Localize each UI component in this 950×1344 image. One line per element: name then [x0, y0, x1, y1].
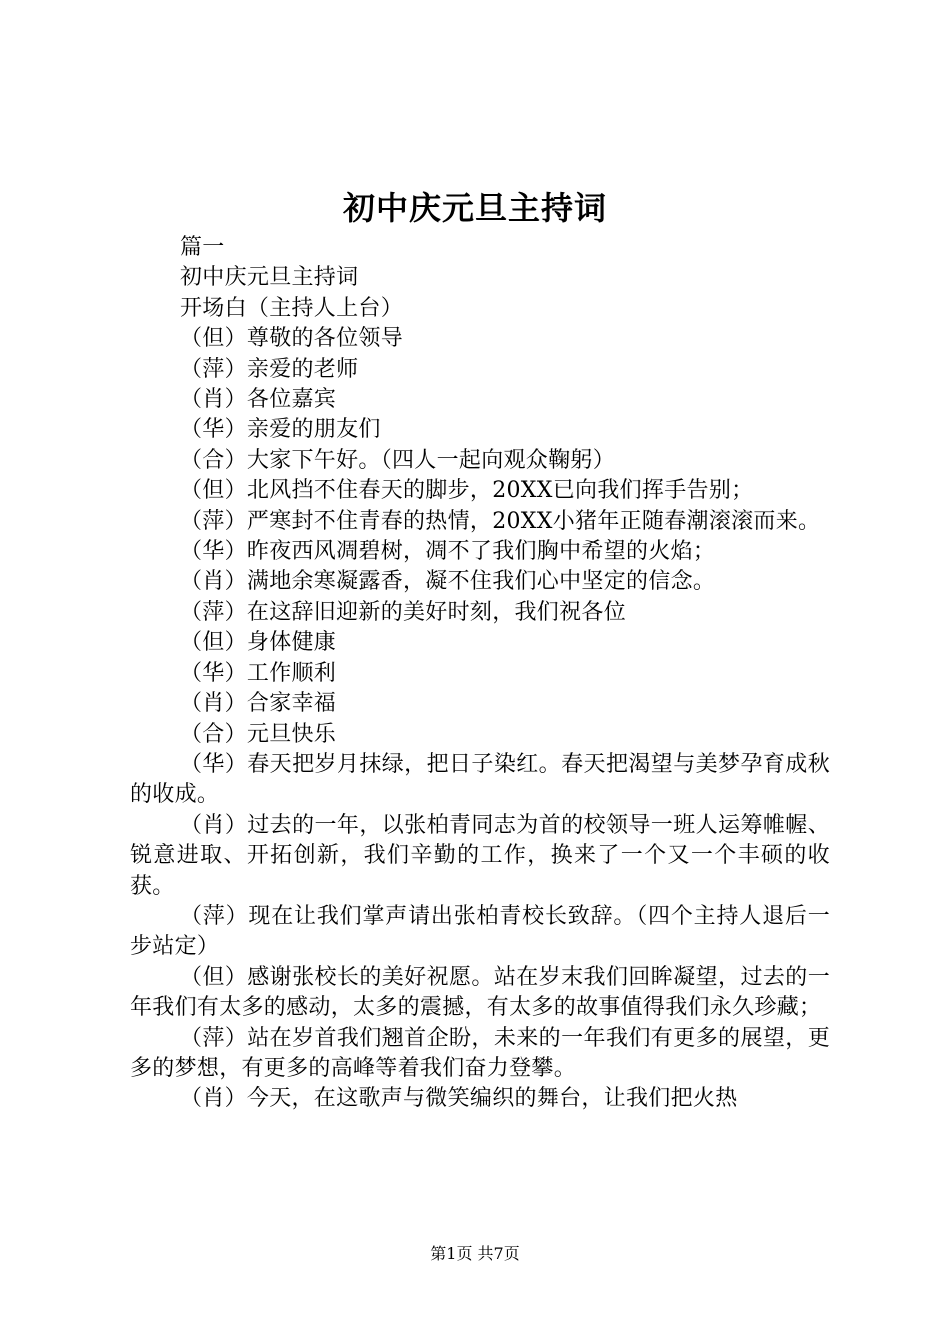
paragraph: （萍）现在让我们掌声请出张柏青校长致辞。（四个主持人退后一步站定）	[130, 903, 830, 960]
paragraph: （但）身体健康	[180, 630, 337, 656]
paragraph: （但）感谢张校长的美好祝愿。站在岁末我们回眸凝望，过去的一年我们有太多的感动，太多的震撼，有太多的故事值得我们永久珍藏；	[130, 964, 830, 1021]
paragraph: （萍）亲爱的老师	[180, 356, 359, 382]
paragraph: 开场白（主持人上台）	[180, 295, 404, 321]
paragraph: （萍）站在岁首我们翘首企盼，未来的一年我们有更多的展望，更多的梦想，有更多的高峰等着我们奋力登攀。	[130, 1025, 830, 1081]
paragraph: 篇一	[180, 235, 225, 260]
paragraph: （肖）合家幸福	[180, 691, 337, 717]
paragraph: （华）工作顺利	[180, 660, 337, 686]
paragraph: （萍）严寒封不住青春的热情，20XX小猪年正随春潮滚滚而来。	[180, 508, 821, 534]
document-body	[130, 233, 830, 1115]
paragraph: （肖）今天，在这歌声与微笑编织的舞台，让我们把火热	[180, 1086, 738, 1112]
paragraph: （肖）满地余寒凝露香，凝不住我们心中坚定的信念。	[180, 569, 716, 595]
paragraph: （肖）各位嘉宾	[180, 387, 337, 413]
page-footer: 第1页 共7页	[430, 1244, 520, 1263]
paragraph: （华）春天把岁月抹绿，把日子染红。春天把渴望与美梦孕育成秋的收成。	[130, 751, 830, 808]
paragraph: （华）亲爱的朋友们	[180, 417, 381, 443]
paragraph: （合）元旦快乐	[180, 721, 337, 747]
paragraph: （但）北风挡不住春天的脚步，20XX已向我们挥手告别；	[180, 478, 754, 504]
paragraph: （萍）在这辞旧迎新的美好时刻，我们祝各位	[180, 599, 627, 625]
paragraph: （肖）过去的一年，以张柏青同志为首的校领导一班人运筹帷幄、锐意进取、开拓创新，我们辛勤的工作，换来了一个又一个丰硕的收获。	[130, 812, 830, 899]
paragraph: （合）大家下午好。（四人一起向观众鞠躬）	[180, 447, 616, 473]
paragraph: （但）尊敬的各位领导	[180, 326, 404, 352]
paragraph: 初中庆元旦主持词	[180, 265, 359, 291]
paragraph: （华）昨夜西风凋碧树，凋不了我们胸中希望的火焰；	[180, 539, 716, 565]
document-title: 初中庆元旦主持词	[342, 189, 607, 227]
